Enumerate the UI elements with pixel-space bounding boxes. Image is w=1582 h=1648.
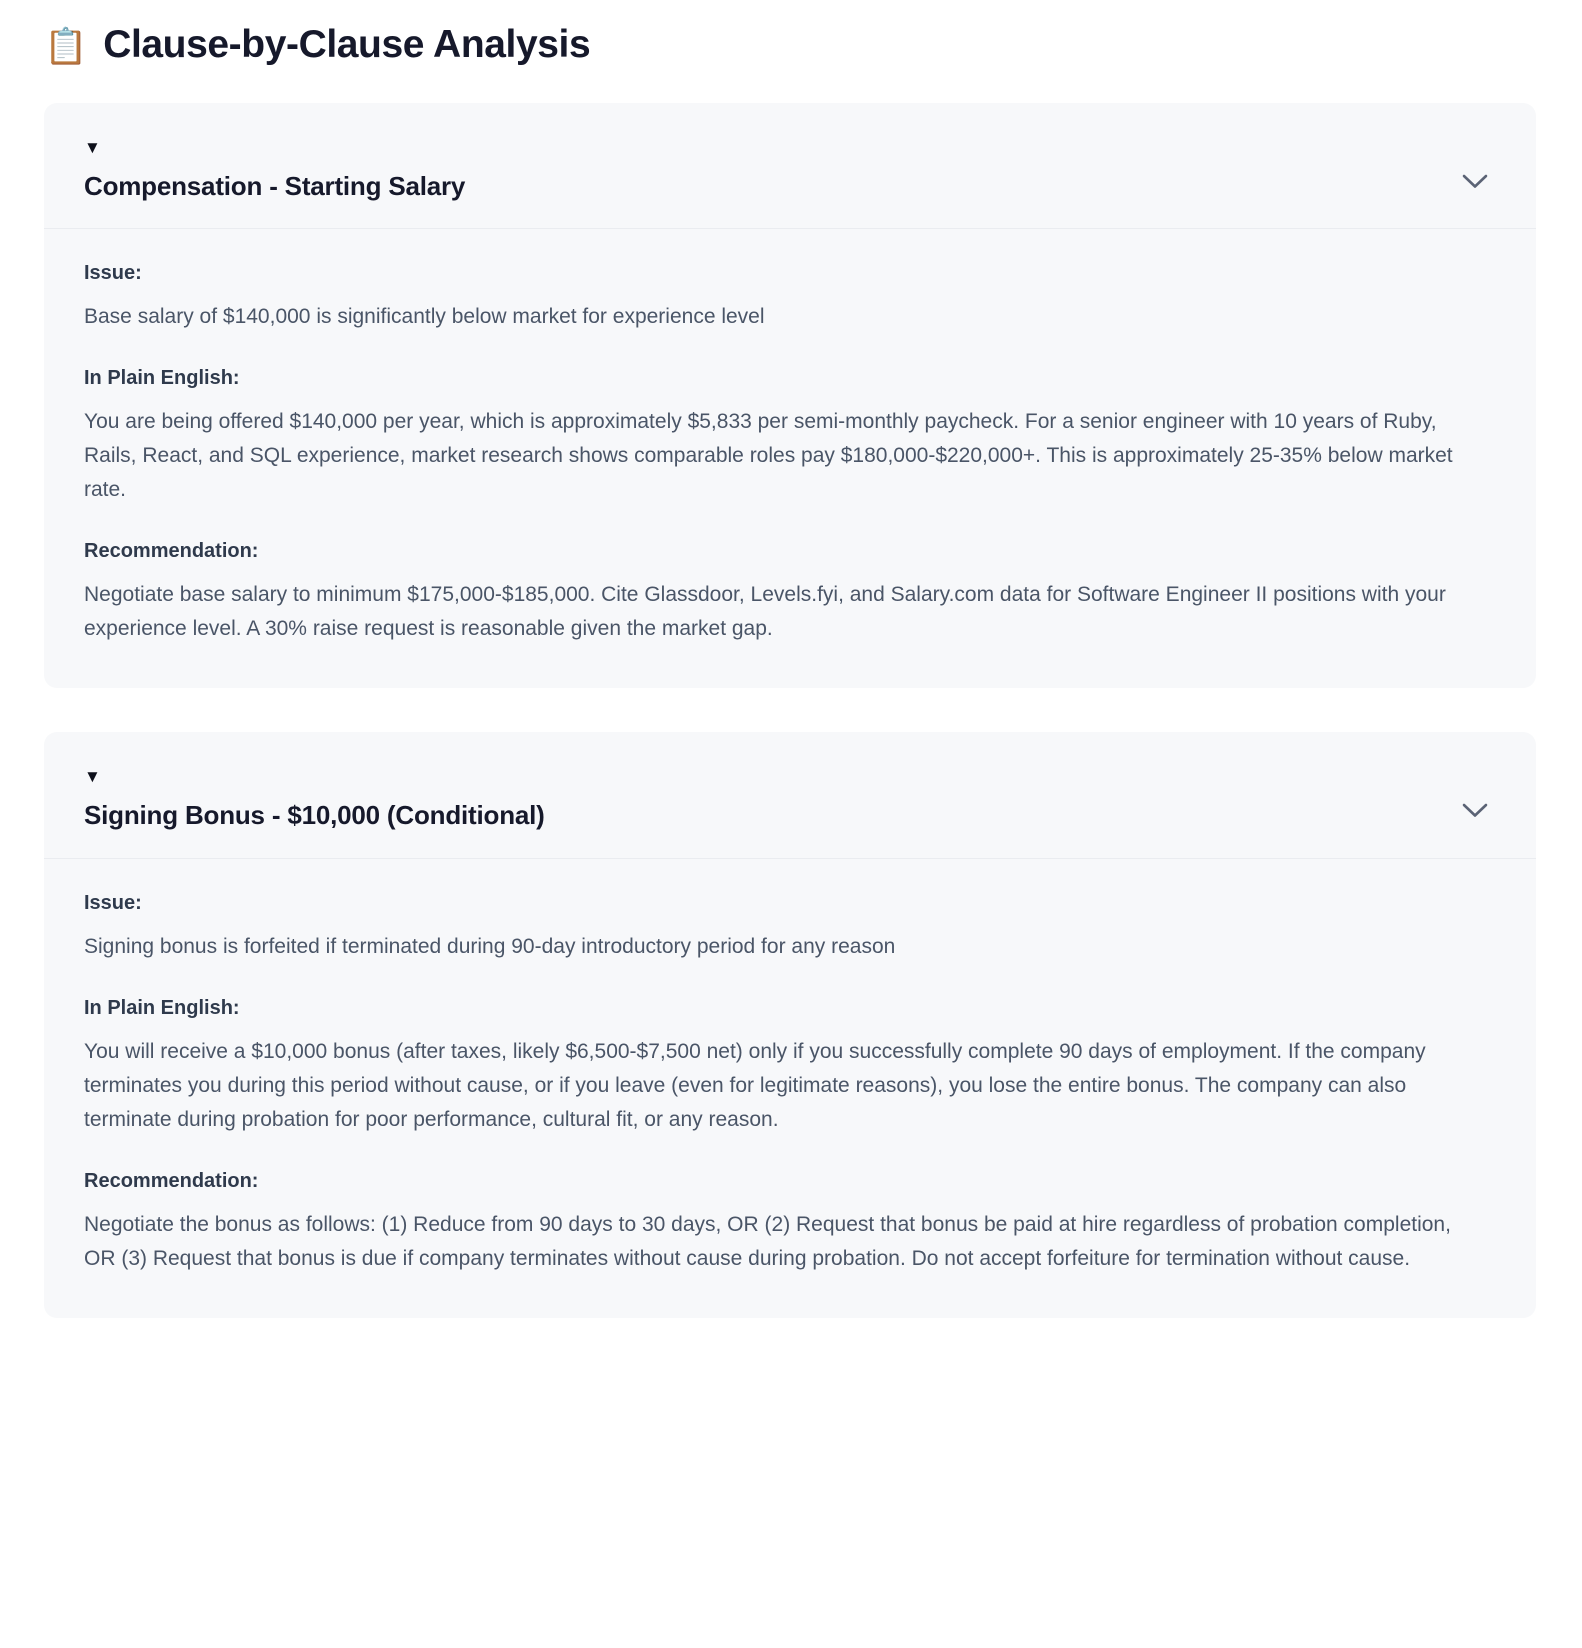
issue-field: [84, 889, 1492, 964]
recommendation-field: [84, 537, 1492, 646]
recommendation-text: Negotiate the bonus as follows: (1) Reduce from 90 days to 30 days, OR (2) Request that bonus be paid at hire regardless of probation completion, OR (3) Request that bonus is due if company terminates without cause during probation. Do not accept forfeiture for termination without cause.: [84, 1212, 1451, 1270]
issue-label: Issue:: [84, 891, 142, 914]
plain-english-text: You are being offered $140,000 per year, which is approximately $5,833 per semi-monthly paycheck. For a senior engineer with 10 years of Ruby, Rails, React, and SQL experience, market research shows comparable roles pay $180,000-$220,000+. This is approximately 25-35% below market rate.: [84, 410, 1453, 502]
plain-english-label: In Plain English:: [84, 367, 240, 390]
issue-text: Signing bonus is forfeited if terminated during 90-day introductory period for any reason: [84, 934, 896, 958]
clause-header-toggle[interactable]: [44, 103, 1536, 230]
issue-text: Base salary of $140,000 is significantly below market for experience level: [84, 305, 765, 329]
expanded-marker-icon: ▼: [84, 767, 101, 787]
plain-english-field: [84, 364, 1492, 507]
plain-english-text: You will receive a $10,000 bonus (after taxes, likely $6,500-$7,500 net) only if you successfully complete 90 days of employment. If the company terminates you during this period without cause, or if you leave (even for legitimate reasons), you lose the entire bonus. The company can also terminate during probation for poor performance, cultural fit, or any reason.: [84, 1039, 1426, 1131]
clause-body: [44, 229, 1536, 688]
plain-english-label: In Plain English:: [84, 996, 240, 1019]
clipboard-icon: 📋: [44, 26, 88, 66]
clause-title: Signing Bonus - $10,000 (Conditional): [84, 800, 545, 831]
page-title-text: Clause-by-Clause Analysis: [103, 23, 591, 66]
clause-card: [44, 732, 1536, 1318]
recommendation-label: Recommendation:: [84, 540, 259, 563]
expanded-marker-icon: ▼: [84, 137, 101, 157]
plain-english-field: [84, 994, 1492, 1137]
clause-header-toggle[interactable]: [44, 732, 1536, 859]
clause-card: [44, 103, 1536, 689]
recommendation-text: Negotiate base salary to minimum $175,000-$185,000. Cite Glassdoor, Levels.fyi, and Salary.com data for Software Engineer II positions with your experience level. A 30% raise request is reasonable given the market gap.: [84, 583, 1446, 641]
clause-title: Compensation - Starting Salary: [84, 170, 466, 201]
recommendation-field: [84, 1167, 1492, 1276]
clause-body: [44, 859, 1536, 1318]
chevron-down-icon[interactable]: [1458, 794, 1492, 828]
recommendation-label: Recommendation:: [84, 1169, 259, 1192]
chevron-down-icon[interactable]: [1458, 164, 1492, 198]
clause-list: [44, 103, 1536, 1318]
issue-label: Issue:: [84, 262, 142, 285]
page-title: [44, 22, 1536, 69]
issue-field: [84, 259, 1492, 334]
